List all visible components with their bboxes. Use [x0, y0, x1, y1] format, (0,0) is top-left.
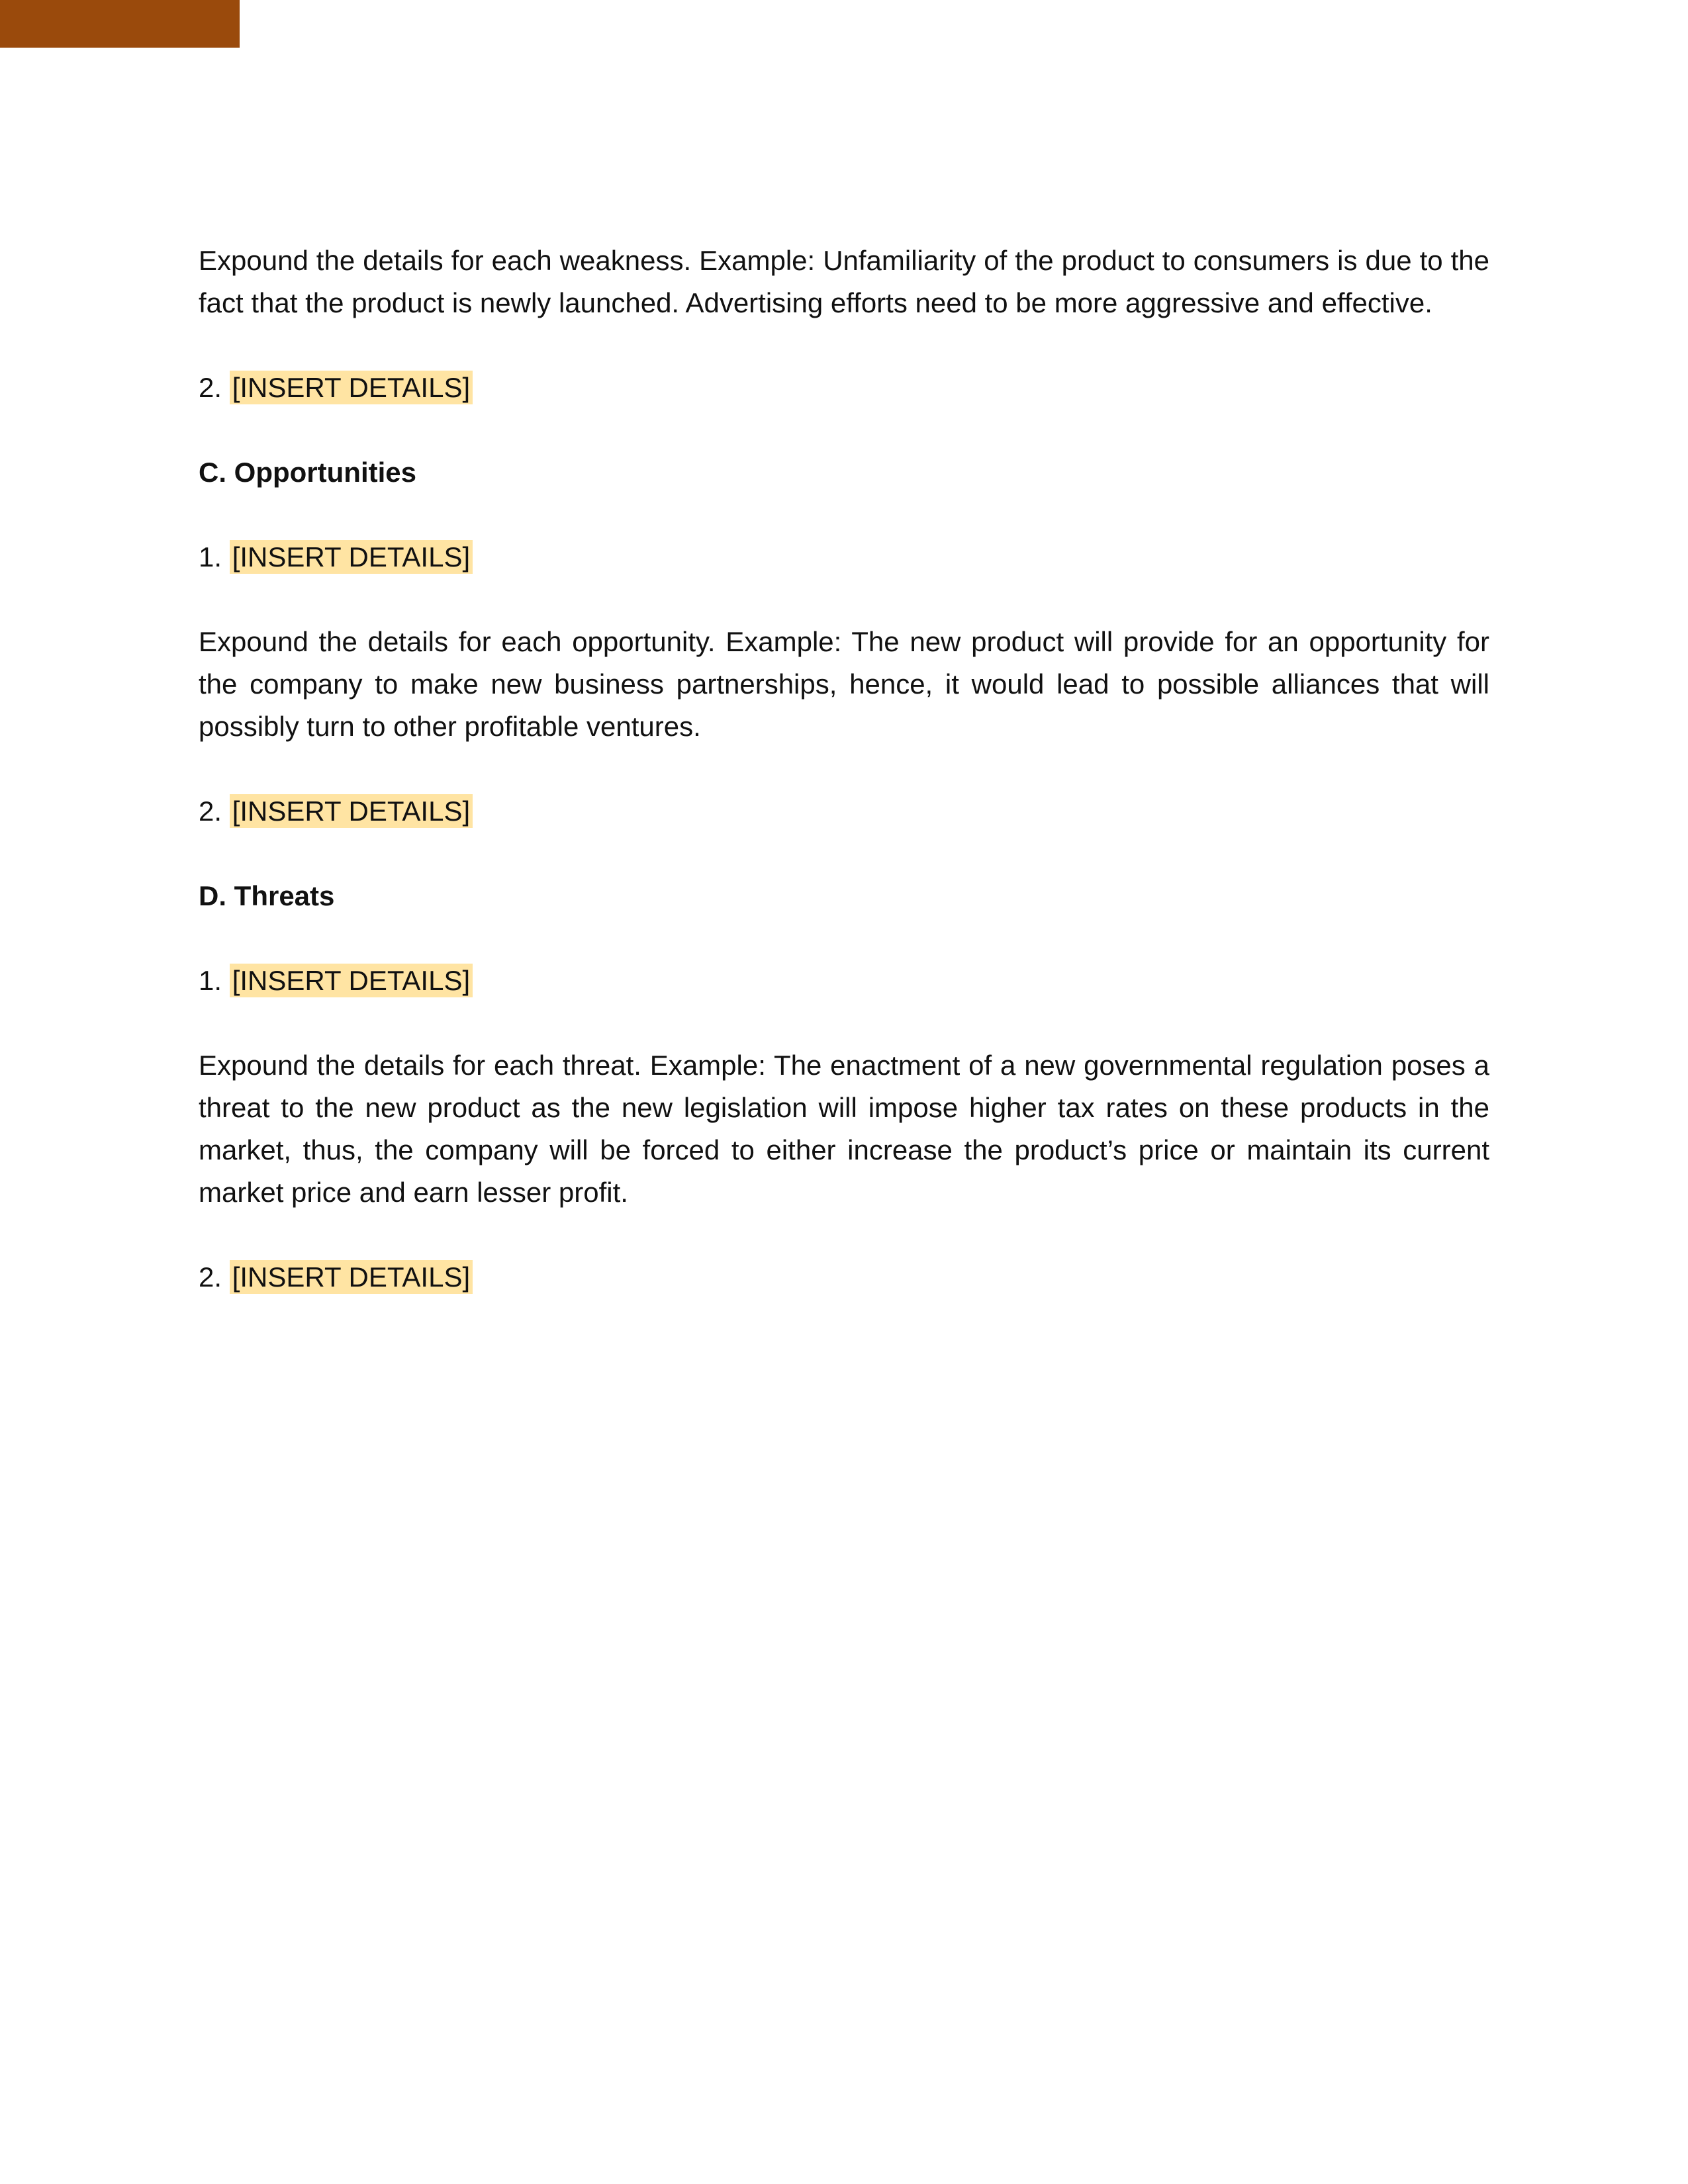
list-item-number: 1.	[199, 541, 222, 572]
list-item-number: 2.	[199, 372, 222, 403]
threat-list-item	[199, 1256, 1489, 1298]
weakness-list-item	[199, 367, 1489, 409]
opportunity-list-item	[199, 536, 1489, 578]
opportunities-heading: C. Opportunities	[199, 457, 416, 488]
document-body	[199, 240, 1489, 1341]
insert-details-placeholder: [INSERT DETAILS]	[230, 371, 473, 404]
insert-details-placeholder: [INSERT DETAILS]	[230, 964, 473, 997]
list-item-number: 1.	[199, 965, 222, 996]
insert-details-placeholder: [INSERT DETAILS]	[230, 1260, 473, 1294]
threats-heading: D. Threats	[199, 880, 335, 911]
header-accent-bar	[0, 0, 240, 48]
list-item-number: 2.	[199, 1261, 222, 1293]
opportunity-list-item	[199, 790, 1489, 833]
weakness-example-paragraph: Expound the details for each weakness. Example: Unfamiliarity of the product to consumers is due to the fact that the product is newly launched. Advertising efforts need to be more aggressive and effective.	[199, 245, 1489, 318]
insert-details-placeholder: [INSERT DETAILS]	[230, 540, 473, 574]
threat-list-item	[199, 960, 1489, 1002]
insert-details-placeholder: [INSERT DETAILS]	[230, 794, 473, 828]
list-item-number: 2.	[199, 796, 222, 827]
opportunity-example-paragraph: Expound the details for each opportunity. Example: The new product will provide for an opportunity for the company to make new business partnerships, hence, it would lead to possible alliances that will possibly turn to other profitable ventures.	[199, 626, 1489, 742]
threat-example-paragraph: Expound the details for each threat. Example: The enactment of a new governmental regulation poses a threat to the new product as the new legislation will impose higher tax rates on these products in the market, thus, the company will be forced to either increase the product’s price or maintain its current market price and earn lesser profit.	[199, 1050, 1489, 1208]
